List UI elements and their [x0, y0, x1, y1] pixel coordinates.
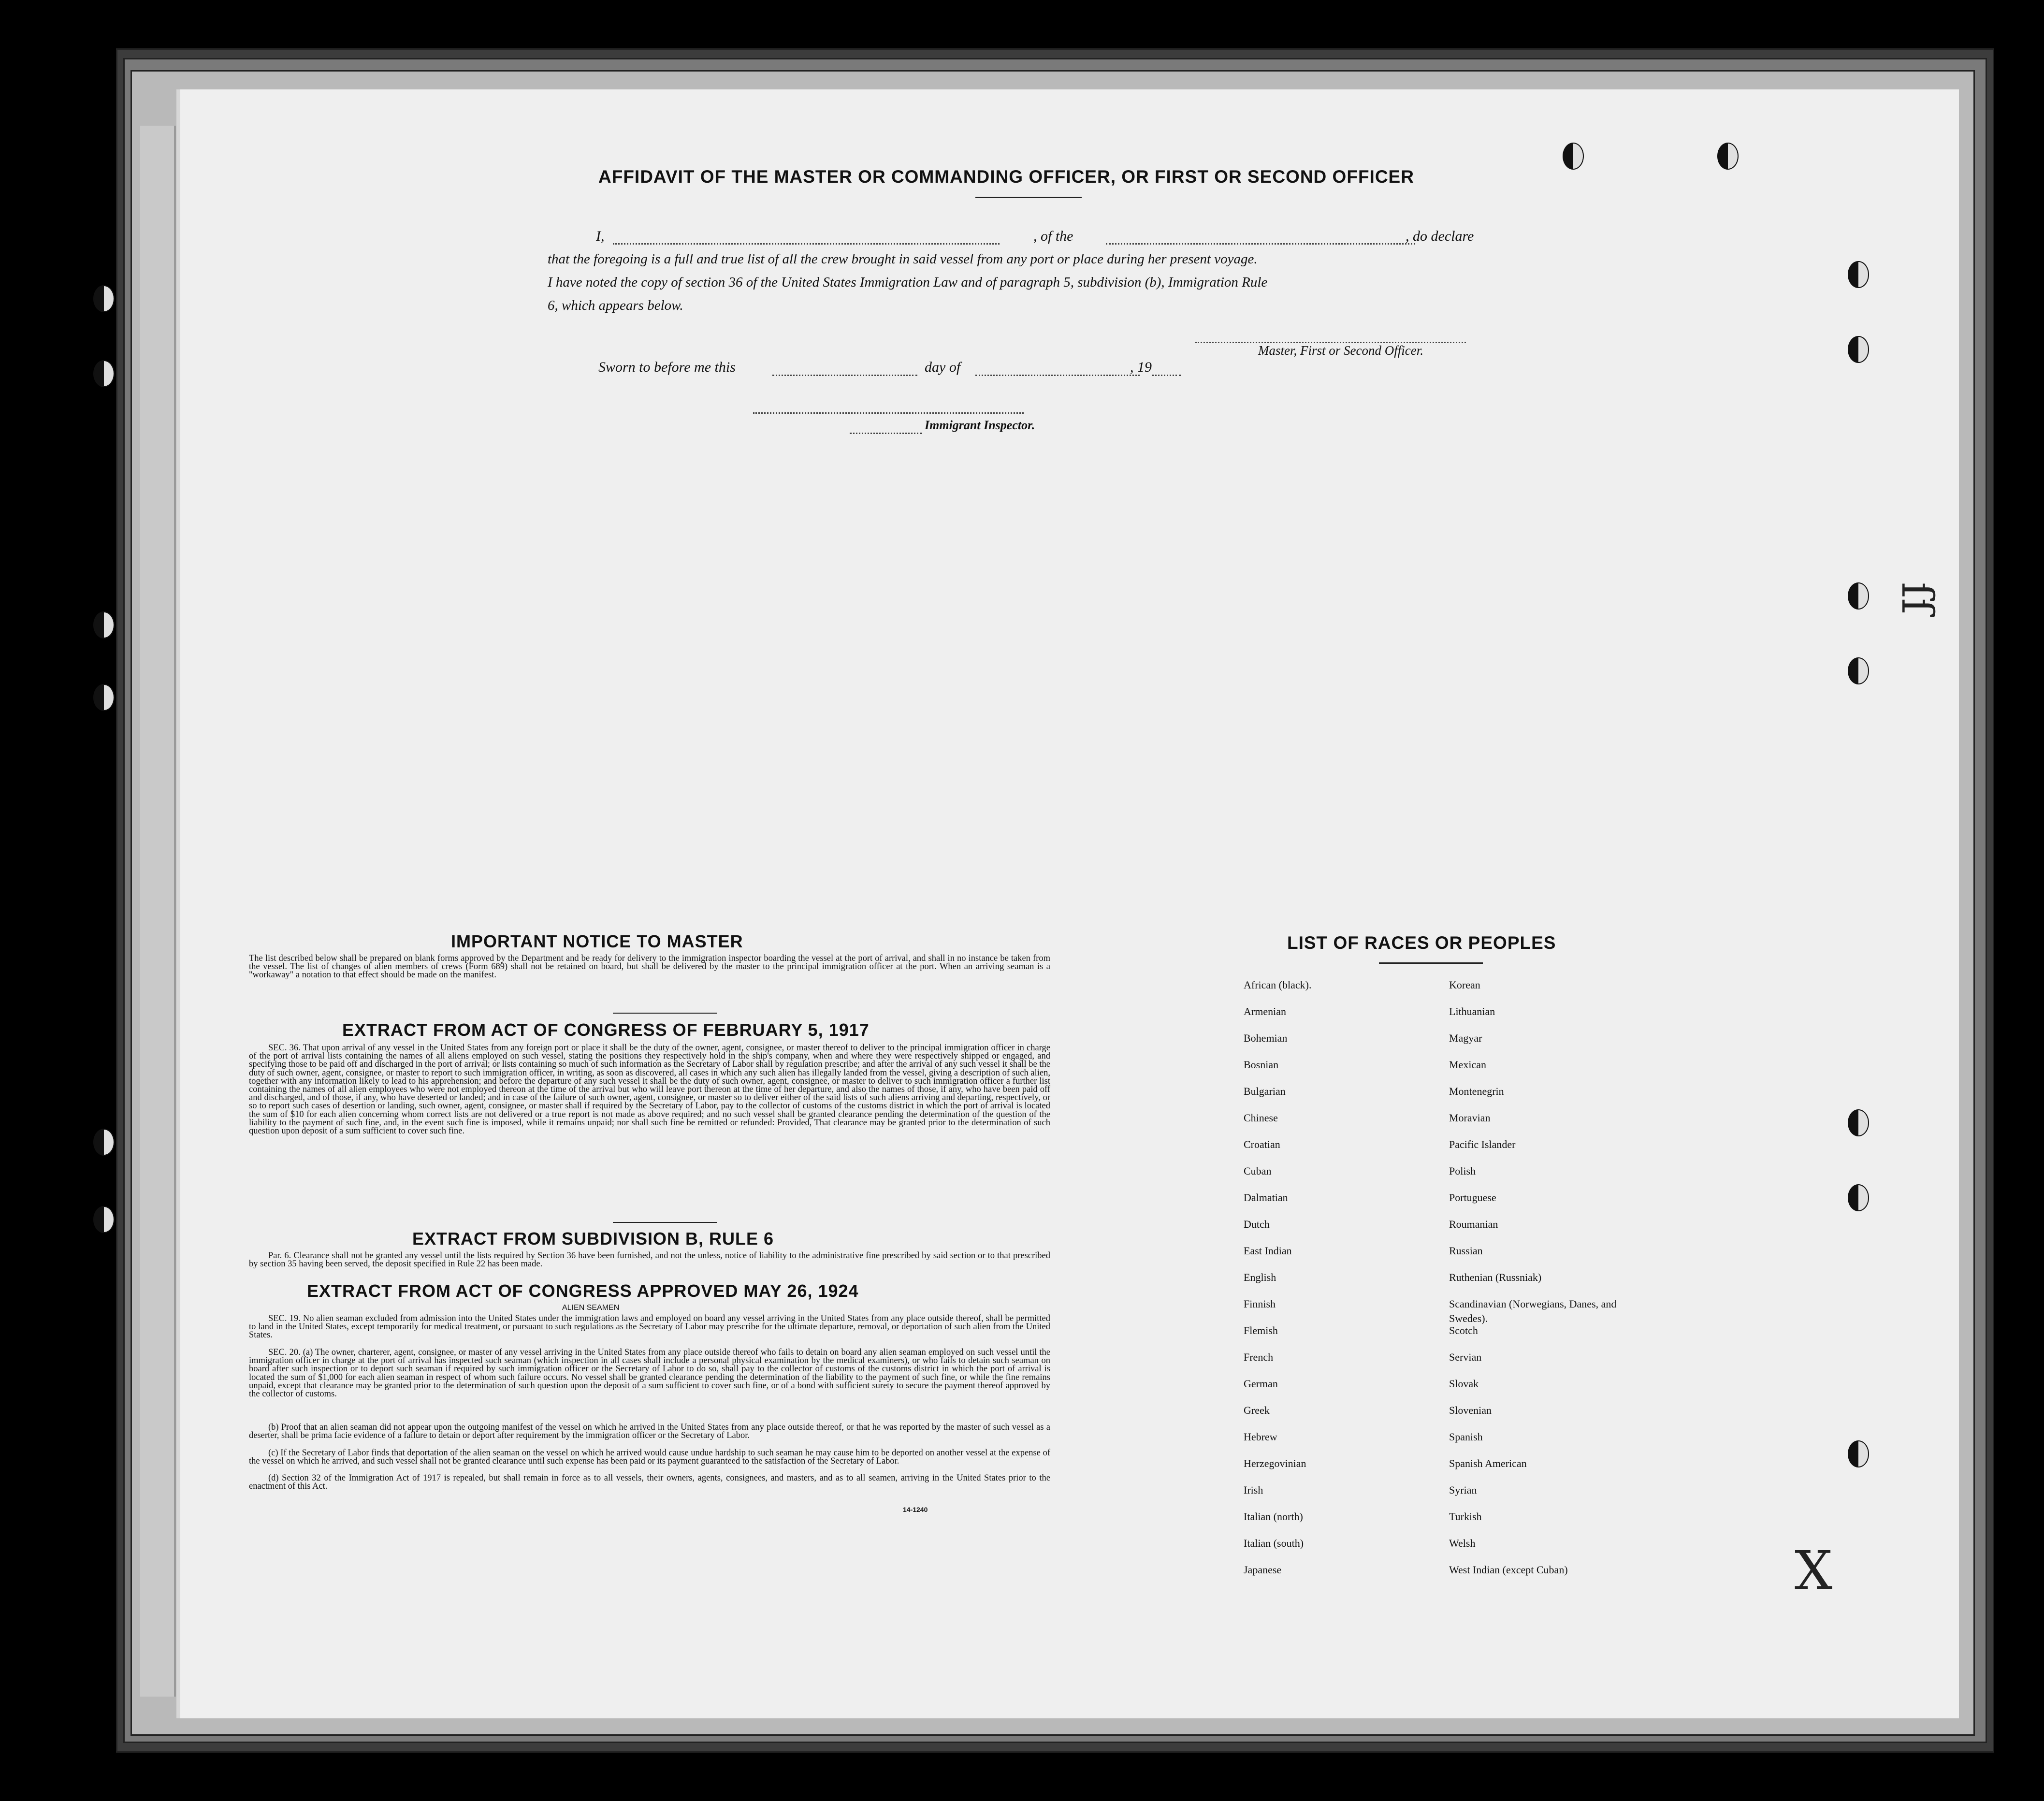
race-item: Italian (north)	[1244, 1511, 1303, 1523]
race-item: Montenegrin	[1449, 1085, 1504, 1097]
punch-hole	[1848, 1109, 1869, 1136]
race-item: Turkish	[1449, 1511, 1482, 1523]
race-item: Japanese	[1244, 1564, 1282, 1576]
month-blank[interactable]	[975, 375, 1140, 376]
race-item: Armenian	[1244, 1005, 1286, 1017]
sec-20a-text: SEC. 20. (a) The owner, charterer, agent, consignee, or master of any vessel arriving in the United States from any place outside thereof who fails to detain on board any alien seaman employed on such vessel until the immigration officer in charge at the port of arrival has inspected such seaman (which inspection in all cases shall include a personal physical examination by the medical examiners), or who fails to detain such seaman on board after such inspection or to deport such seaman if required by such immigration officer or the Secretary of Labor to do so, shall pay to the collector of customs of the customs district in which the port of arrival is located the sum of $1,000 for each alien seaman in respect of whom such failure occurs. No vessel shall be granted clearance pending the determination of the liability to the payment of such fine, or while the fine remains unpaid, except that clearance may be granted prior to the determination of such question upon the deposit of a sum sufficient to cover such fine, or of a bond with sufficient surety to secure the payment thereof approved by the collector of customs.	[249, 1348, 1050, 1399]
race-item: Hebrew	[1244, 1431, 1277, 1443]
race-item: Polish	[1449, 1165, 1476, 1177]
races-underline	[1379, 962, 1483, 964]
subdiv-b-title: EXTRACT FROM SUBDIVISION B, RULE 6	[412, 1229, 774, 1249]
ledger-margin-strip	[140, 126, 176, 1697]
sec-20c-text: (c) If the Secretary of Labor finds that deportation of the alien seaman on the vessel on which he arrived would cause undue hardship to such seaman he may cause him to be deported on another vessel at the expense of the vessel on which he arrived, and such vessel shall not be granted clearance until such expense has been paid or its payment guaranteed to the satisfaction of the Secretary of Labor.	[249, 1448, 1050, 1467]
race-item: Mexican	[1449, 1059, 1486, 1071]
race-item: Irish	[1244, 1484, 1263, 1496]
inspector-label: Immigrant Inspector.	[925, 418, 1035, 432]
divider	[613, 1222, 717, 1223]
race-item: Lithuanian	[1449, 1005, 1495, 1017]
day-blank[interactable]	[772, 375, 917, 376]
race-item: East Indian	[1244, 1245, 1292, 1257]
extract-1917-title: EXTRACT FROM ACT OF CONGRESS OF FEBRUARY 5, 1917	[342, 1020, 870, 1040]
race-item: Cuban	[1244, 1165, 1272, 1177]
divider	[613, 1013, 717, 1014]
master-signature-label: Master, First or Second Officer.	[1258, 343, 1423, 358]
race-item: West Indian (except Cuban)	[1449, 1564, 1568, 1576]
races-left-column	[1244, 978, 1311, 1589]
punch-hole	[1848, 582, 1869, 610]
year-prefix: , 19	[1130, 359, 1152, 375]
races-right-column	[1449, 978, 1633, 1589]
race-item: Welsh	[1449, 1537, 1476, 1549]
race-item: Spanish American	[1449, 1457, 1527, 1469]
punch-hole	[93, 1206, 115, 1233]
punch-hole	[93, 285, 115, 312]
punch-hole	[1848, 1440, 1869, 1467]
race-item: Moravian	[1449, 1112, 1491, 1124]
race-item: German	[1244, 1378, 1278, 1390]
race-item: Greek	[1244, 1404, 1270, 1416]
race-item: Magyar	[1449, 1032, 1482, 1044]
race-item: Portuguese	[1449, 1191, 1496, 1204]
notice-text: The list described below shall be prepared on blank forms approved by the Department and be ready for delivery to the immigration inspector boarding the vessel at the port of arrival, and shall in no instance be taken from the vessel. The list of changes of alien members of crews (Form 689) shall not be retained on board, but shall be delivered by the master to the principal immigration officer at the port. When an arriving seaman is a "workaway" a notation to that effect should be made on the manifest.	[249, 954, 1050, 980]
race-item: Herzegovinian	[1244, 1457, 1306, 1469]
year-blank[interactable]	[1152, 375, 1181, 376]
punch-hole	[1848, 1184, 1869, 1211]
punch-hole	[1848, 261, 1869, 288]
extract-1917-text: SEC. 36. That upon arrival of any vessel in the United States from any foreign port or place it shall be the duty of the owner, agent, consignee, or master thereof to deliver to the principal immigration officer in charge of the port of arrival lists containing the names of all aliens employed on such vessel, stating the positions they respectively hold in the ship's company, when and where they were respectively shipped or engaged, and specifying those to be paid off and discharged in the port of arrival; or lists containing so much of such information as the Secretary of Labor shall by regulation prescribe; and after the arrival of any such vessel it shall be the duty of such owner, agent, consignee, or master to report to such immigration officer, in writing, as soon as discovered, all cases in which any such alien has illegally landed from the vessel, giving a description of such alien, together with any information likely to lead to his apprehension; and before the departure of any such vessel it shall be the duty of such owner, agent, consignee, or master to deliver to such immigration officer a further list containing the names of all alien employees who were not employed thereon at the time of the arrival but who will leave port thereon at the time of her departure, and also the names of those, if any, who have been paid off and discharged, and of those, if any, who have deserted or landed; and in case of the failure of such owner, agent, consignee, or master so to deliver either of the said lists of such aliens arriving and departing, respectively, or so to report such cases of desertion or landing, such owner, agent, consignee, or master shall if required by the Secretary of Labor, pay to the collector of customs of the customs district in which the port of arrival is located the sum of $10 for each alien concerning whom correct lists are not delivered or a true report is not made as above required; and no such vessel shall be granted clearance pending the determination of the question of the liability to the payment of such fine, and, in the event such fine is imposed, while it remains unpaid; nor shall such fine be remitted or refunded: Provided, That clearance may be granted prior to the determination of such question upon deposit of a sum sufficient to cover such fine.	[249, 1043, 1050, 1136]
notice-title: IMPORTANT NOTICE TO MASTER	[451, 931, 743, 951]
punch-hole	[93, 1129, 115, 1156]
punch-hole	[1848, 336, 1869, 363]
race-item: Spanish	[1449, 1431, 1483, 1443]
race-item: Slovak	[1449, 1378, 1479, 1390]
affidavit-of-the: , of the	[1033, 228, 1073, 244]
day-of-text: day of	[925, 359, 961, 375]
affidavit-line-2: that the foregoing is a full and true list of all the crew brought in said vessel from any port or place during her present voyage.	[548, 251, 1258, 267]
race-item: Russian	[1449, 1245, 1483, 1257]
sec-20d-text: (d) Section 32 of the Immigration Act of 1917 is repealed, but shall remain in force as to all vessels, their owners, agents, consignees, and masters, and as to all seamen, arriving in the United States prior to the enactment of this Act.	[249, 1473, 1050, 1492]
inspector-signature-blank[interactable]	[753, 412, 1024, 414]
punch-hole	[1848, 657, 1869, 684]
race-item: Flemish	[1244, 1324, 1278, 1336]
race-item: Finnish	[1244, 1298, 1276, 1310]
race-item: Syrian	[1449, 1484, 1477, 1496]
race-item: Pacific Islander	[1449, 1138, 1516, 1150]
race-item: Scandinavian (Norwegians, Danes, and Swedes).	[1449, 1298, 1617, 1324]
race-item: Chinese	[1244, 1112, 1278, 1124]
race-item: Servian	[1449, 1351, 1482, 1363]
race-item: Bulgarian	[1244, 1085, 1286, 1097]
race-item: English	[1244, 1271, 1276, 1283]
sworn-text: Sworn to before me this	[598, 359, 736, 375]
subdiv-b-text: Par. 6. Clearance shall not be granted any vessel until the lists required by Section 36 have been furnished, and not the unless, notice of liability to the administrative fine prescribed by said section or to that prescribed by section 35 having been served, the deposit specified in Rule 22 has been made.	[249, 1251, 1050, 1269]
affidavit-title: AFFIDAVIT OF THE MASTER OR COMMANDING OFFICER, OR FIRST OR SECOND OFFICER	[598, 167, 1414, 187]
sec-20b-text: (b) Proof that an alien seaman did not appear upon the outgoing manifest of the vessel on which he arrived in the United States from any place outside thereof, or that he was reported by the master of such vessel as a deserter, shall be prima facie evidence of a failure to detain or deport after requirement by the immigration officer or the Secretary of Labor.	[249, 1423, 1050, 1441]
race-item: Dutch	[1244, 1218, 1270, 1230]
handwritten-x-mark: X	[1795, 1540, 1833, 1601]
race-item: Italian (south)	[1244, 1537, 1304, 1549]
race-item: Slovenian	[1449, 1404, 1492, 1416]
race-item: Scotch	[1449, 1324, 1478, 1336]
manifest-page	[176, 89, 1959, 1718]
punch-hole	[93, 360, 115, 387]
punch-hole	[93, 611, 115, 639]
extract-1924-title: EXTRACT FROM ACT OF CONGRESS APPROVED MAY 26, 1924	[307, 1281, 859, 1301]
punch-hole	[93, 684, 115, 711]
race-item: Bohemian	[1244, 1032, 1288, 1044]
inspector-dots	[850, 433, 922, 434]
vessel-blank[interactable]	[1106, 243, 1415, 245]
affidavit-line-4: 6, which appears below.	[548, 298, 683, 313]
race-item: Dalmatian	[1244, 1191, 1288, 1204]
race-item: Roumanian	[1449, 1218, 1498, 1230]
race-item: African (black).	[1244, 979, 1312, 991]
alien-seamen-subtitle: ALIEN SEAMEN	[562, 1304, 620, 1312]
title-underline	[975, 197, 1082, 198]
name-blank[interactable]	[613, 243, 1000, 245]
handwritten-mark: ſſ	[1891, 582, 1943, 614]
race-item: Korean	[1449, 979, 1480, 991]
affidavit-i: I,	[596, 228, 605, 244]
race-item: Bosnian	[1244, 1059, 1279, 1071]
sec-19-text: SEC. 19. No alien seaman excluded from admission into the United States under the immigration laws and employed on board any vessel arriving in the United States from any place outside thereof, shall be permitted to land in the United States, except temporarily for medical treatment, or pursuant to such regulations as the Secretary of Labor may prescribe for the ultimate departure, removal, or deportation of such alien from the United States.	[249, 1314, 1050, 1340]
race-item: French	[1244, 1351, 1274, 1363]
race-item: Croatian	[1244, 1138, 1280, 1150]
affidavit-line-3: I have noted the copy of section 36 of the United States Immigration Law and of paragraph 5, subdivision (b), Immigration Rule	[548, 275, 1268, 290]
race-item: Ruthenian (Russniak)	[1449, 1271, 1542, 1283]
punch-hole	[1563, 143, 1584, 170]
form-code: 14-1240	[903, 1506, 928, 1513]
punch-hole	[1717, 143, 1739, 170]
races-title: LIST OF RACES OR PEOPLES	[1287, 933, 1556, 953]
affidavit-do-declare: , do declare	[1406, 228, 1474, 244]
